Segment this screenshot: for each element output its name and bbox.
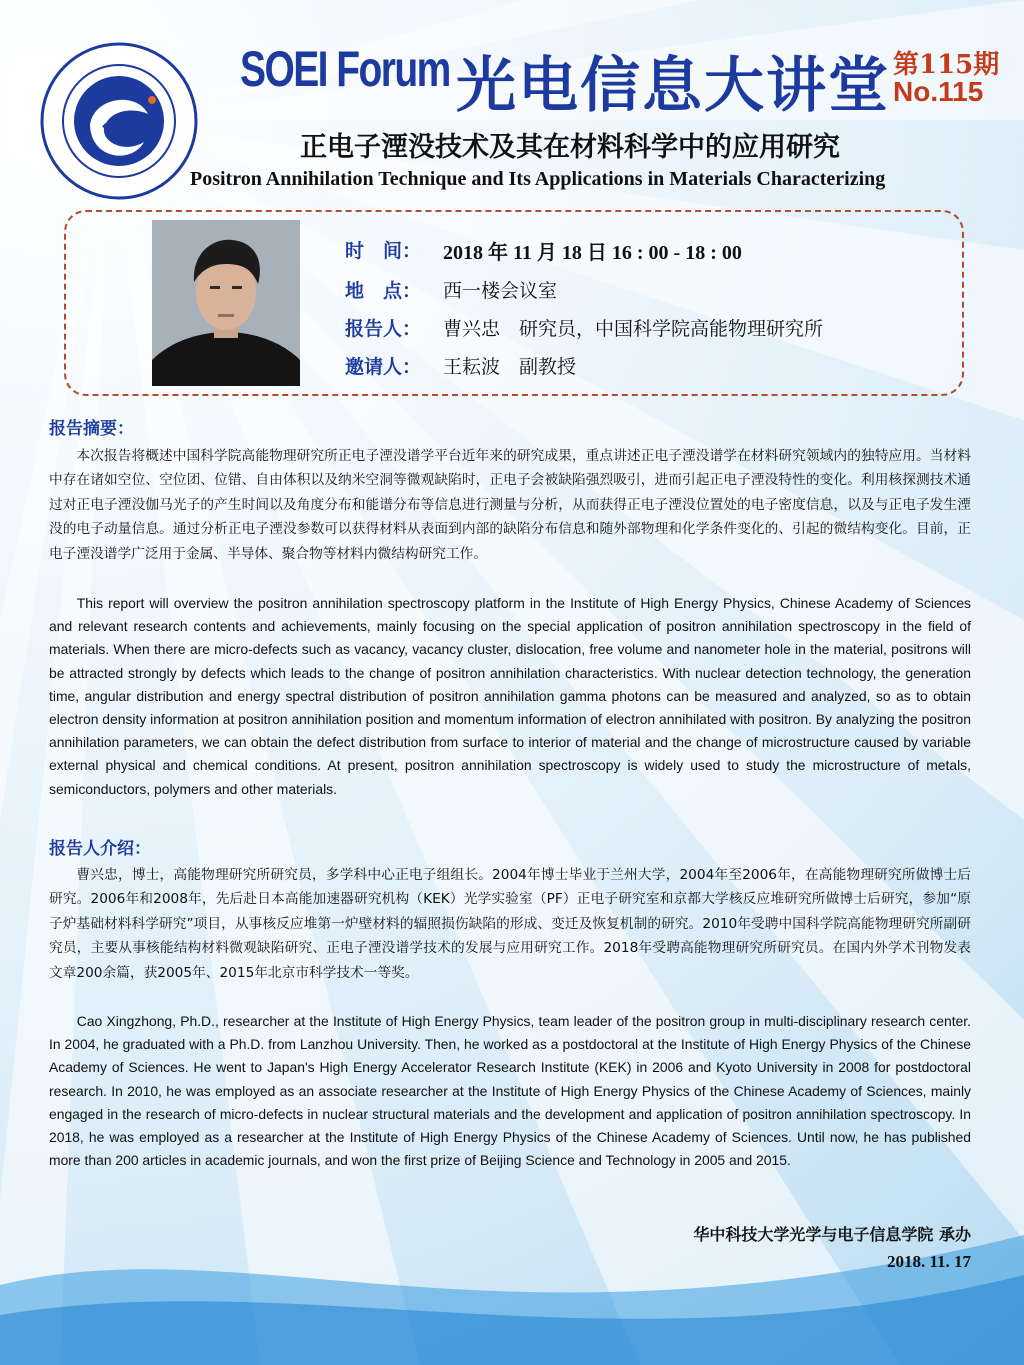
issue-date: 2018. 11. 17 [886,1252,971,1271]
time-label: 时 间： [345,240,422,262]
bio-en: Cao Xingzhong, Ph.D., researcher at the Institute of High Energy Physics, team leader of the positron group in multi-disciplinary research center. In 2004, he graduated with a Ph.D. from Lanzhou University. Then, he worked as a postdoctoral at the Institute of High Energy Physics of the Chinese Academy of Sciences. He went to Japan's High Energy Accelerator Research Institute (KEK) in 2006 and Kyoto University in 2008 for postdoctoral research. In 2010, he was employed as an associate researcher at the Institute of High Energy Physics of the Chinese Academy of Sciences, mainly engaged in the research of micro-defects in nuclear structural materials and the development and application of positron annihilation spectroscopy. In 2018, he was employed as a researcher at the Institute of High Energy Physics of the Chinese Academy of Sciences. Until now, he has published more than 200 articles in academic journals, and won the first prize of Beijing Science and Technology in 2005 and 2015. [49,1013,971,1169]
speaker-label: 报告人： [345,318,422,340]
issue-number-en: No.115 [893,76,984,107]
place-value: 西一楼会议室 [443,280,558,302]
speaker-value: 曹兴忠 研究员，中国科学院高能物理研究所 [443,318,824,340]
school-logo [40,42,198,200]
forum-title-cn: 光电信息大讲堂 [456,51,890,121]
bio-heading: 报告人介绍： [49,839,151,859]
abstract-heading: 报告摘要： [49,419,134,439]
lecture-title-en: Positron Annihilation Technique and Its Applications in Materials Characterizing [190,168,886,190]
host-value: 王耘波 副教授 [443,356,577,378]
speaker-photo [152,220,300,386]
issue-number-cn: 第115期 [893,50,1000,80]
organizer: 华中科技大学光学与电子信息学院 承办 [693,1225,971,1244]
bio-cn: 曹兴忠，博士，高能物理研究所研究员，多学科中心正电子组组长。2004年博士毕业于兰州大学，2004年至2006年，在高能物理研究所做博士后研究。2006年和2008年，先后赴日本高能加速器研究机构（KEK）光学实验室（PF）正电子研究室和京都大学核反应堆研究所做博士后研究，参加“原子炉基础材料科学研究”项目，从事核反应堆第一炉壁材料的辐照损伤缺陷的形成、变迁及恢复机制的研究。2010年受聘中国科学院高能物理研究所副研究员，主要从事核能结构材料微观缺陷研究、正电子湮没谱学技术的发展与应用研究工作。2018年受聘高能物理研究所研究员。在国内外学术刊物发表文章200余篇，获2005年、2015年北京市科学技术一等奖。 [49,867,971,981]
abstract-cn: 本次报告将概述中国科学院高能物理研究所正电子湮没谱学平台近年来的研究成果，重点讲述正电子湮没谱学在材料研究领域内的独特应用。当材料中存在诸如空位、空位团、位错、自由体积以及纳米空洞等微观缺陷时，正电子会被缺陷强烈吸引，进而引起正电子湮没特性的变化。利用核探测技术通过对正电子湮没伽马光子的产生时间以及角度分布和能谱分布等信息进行测量与分析，从而获得正电子湮没位置处的电子密度信息，以及与正电子发生湮没的电子动量信息。通过分析正电子湮没参数可以获得材料从表面到内部的缺陷分布信息和随外部物理和化学条件变化的、引起的微结构变化。目前，正电子湮没谱学广泛用于金属、半导体、聚合物等材料内微结构研究工作。 [49,448,971,562]
host-label: 邀请人： [345,356,422,378]
forum-title-en: SOEI Forum [240,41,450,97]
place-label: 地 点： [345,280,422,302]
lecture-title-cn: 正电子湮没技术及其在材料科学中的应用研究 [300,132,840,163]
time-value: 2018 年 11 月 18 日 16 : 00 - 18 : 00 [443,242,742,264]
abstract-en: This report will overview the positron annihilation spectroscopy platform in the Institute of High Energy Physics, Chinese Academy of Sciences and relevant research contents and achievements, mainly focusing on the special application of positron annihilation spectroscopy in the field of materials. When there are micro-defects such as vacancy, vacancy cluster, dislocation, free volume and nanometer hole in the material, positrons will be attracted strongly by defects which leads to the change of positron annihilation characteristics. With nuclear detection technology, the generation time, angular distribution and energy spectral distribution of positron annihilation gamma photons can be measured and analyzed, so as to obtain electron density information at positron annihilation position and momentum information of electron annihilated with positron. By analyzing the positron annihilation parameters, we can obtain the defect distribution from surface to interior of material and the change of microstructure caused by variable external physical and chemical conditions. At present, positron annihilation spectroscopy is widely used to study the microstructure of metals, semiconductors, polymers and other materials. [49,595,971,797]
